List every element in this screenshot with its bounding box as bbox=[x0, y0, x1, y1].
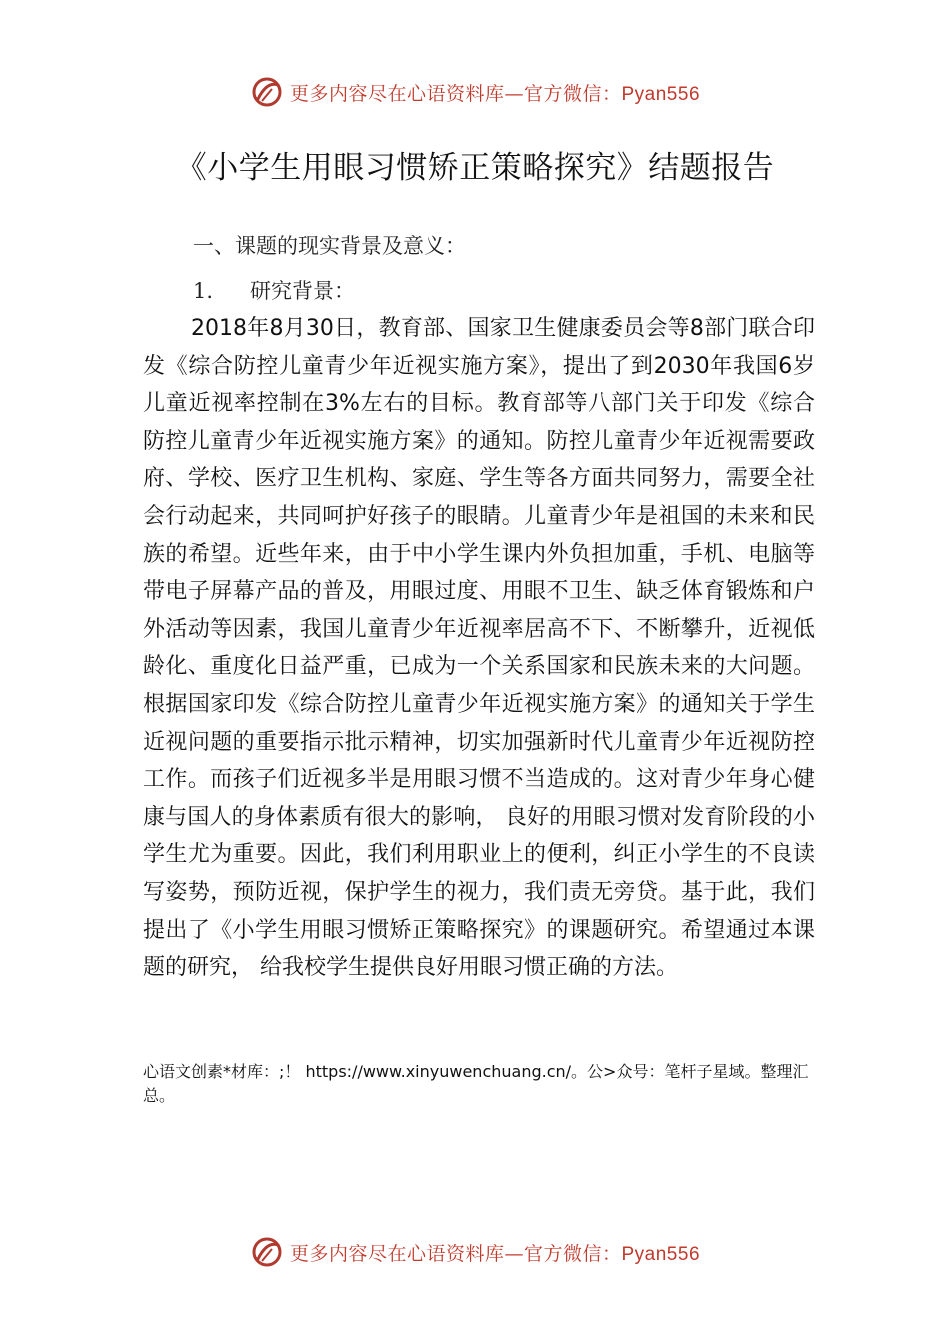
subsection-heading bbox=[193, 275, 355, 305]
document-title: 《小学生用眼习惯矫正策略探究》结题报告 bbox=[175, 150, 775, 186]
source-footnote: 心语文创素*材库：;！ https://www.xinyuwenchuang.cn/。公>众号：笔杆子星域。整理汇总。 bbox=[143, 1062, 809, 1105]
section-heading: 一、课题的现实背景及意义： bbox=[193, 234, 466, 258]
footer-banner bbox=[0, 1232, 950, 1272]
footer-banner-text: 更多内容尽在心语资料库—官方微信：Pyan556 bbox=[289, 1242, 701, 1265]
wechat-id: Pyan556 bbox=[621, 1243, 701, 1265]
subsection-title: 研究背景： bbox=[250, 279, 355, 303]
subsection-number: 1. bbox=[193, 279, 214, 303]
brush-circle-logo-icon bbox=[250, 75, 284, 109]
header-banner-text: 更多内容尽在心语资料库—官方微信：Pyan556 bbox=[289, 82, 701, 105]
wechat-id: Pyan556 bbox=[621, 83, 701, 105]
header-banner bbox=[0, 72, 950, 112]
body-paragraph: 2018年8月30日，教育部、国家卫生健康委员会等8部门联合印发《综合防控儿童青少年近视实施方案》，提出了到2030年我国6岁儿童近视率控制在3%左右的目标。教育部等八部门关于印发《综合防控儿童青少年近视实施方案》的通知。防控儿童青少年近视需要政府、学校、医疗卫生机构、家庭、学生等各方面共同努力，需要全社会行动起来，共同呵护好孩子的眼睛。儿童青少年是祖国的未来和民族的希望。近些年来，由于中小学生课内外负担加重，手机、电脑等带电子屏幕产品的普及，用眼过度、用眼不卫生、缺乏体育锻炼和户外活动等因素，我国儿童青少年近视率居高不下、不断攀升，近视低龄化、重度化日益严重，已成为一个关系国家和民族未来的大问题。根据国家印发《综合防控儿童青少年近视实施方案》的通知关于学生近视问题的重要指示批示精神，切实加强新时代儿童青少年近视防控工作。而孩子们近视多半是用眼习惯不当造成的。这对青少年身心健康与国人的身体素质有很大的影响， 良好的用眼习惯对发育阶段的小学生尤为重要。因此，我们利用职业上的便利，纠正小学生的不良读写姿势，预防近视，保护学生的视力，我们责无旁贷。基于此，我们提出了《小学生用眼习惯矫正策略探究》的课题研究。希望通过本课题的研究， 给我校学生提供良好用眼习惯正确的方法。 bbox=[143, 316, 815, 981]
brush-circle-logo-icon bbox=[250, 1235, 284, 1269]
